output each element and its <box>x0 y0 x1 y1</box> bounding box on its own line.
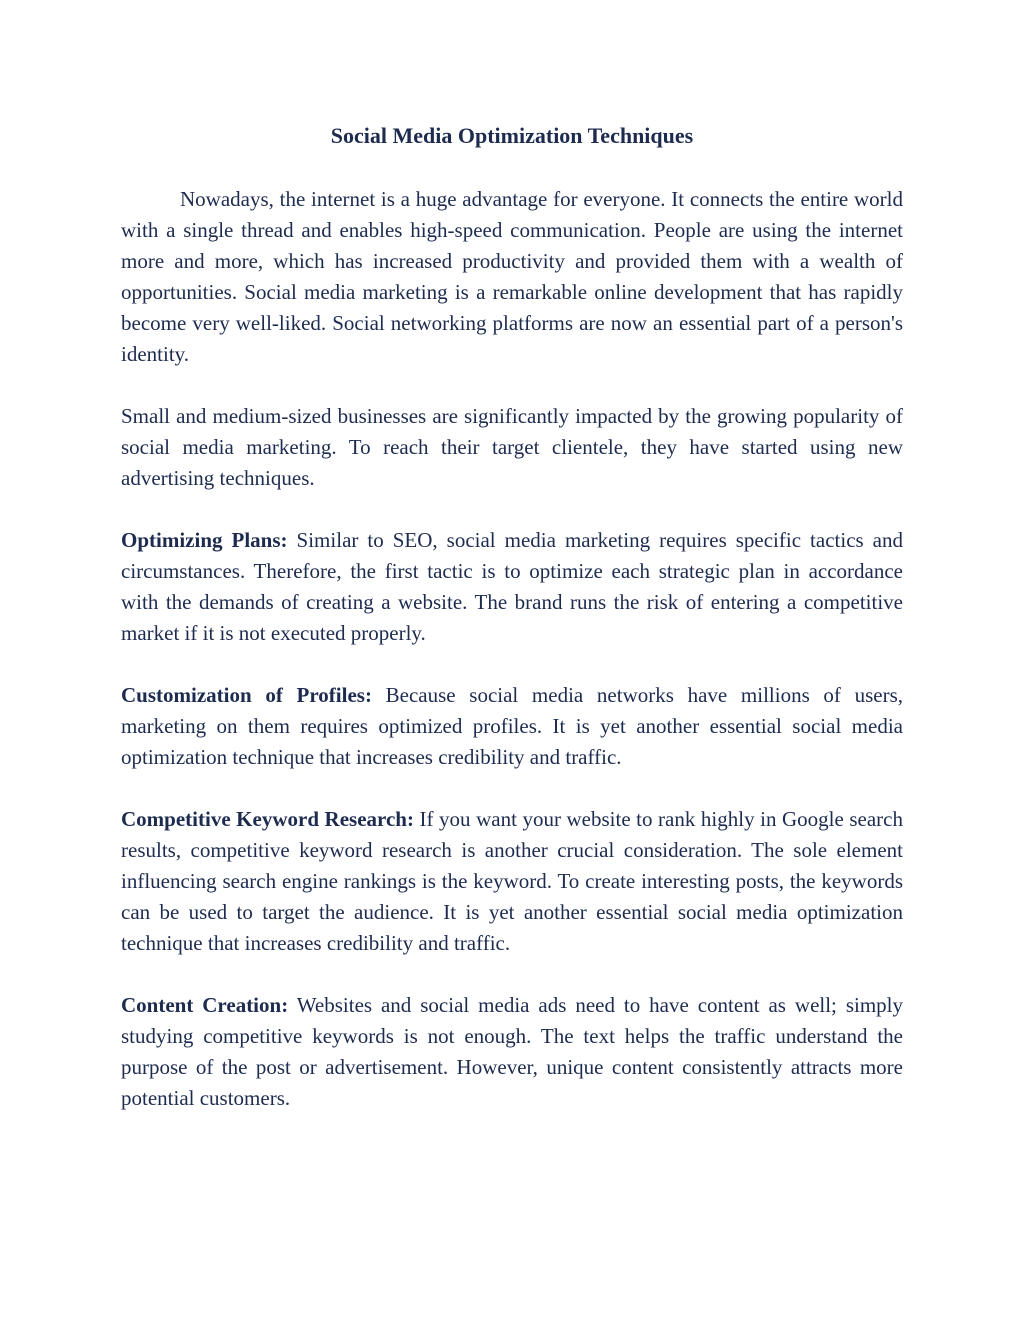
section-label: Customization of Profiles: <box>121 683 372 707</box>
section-competitive-keyword-research <box>121 804 903 959</box>
section-optimizing-plans <box>121 525 903 649</box>
section-label: Competitive Keyword Research: <box>121 807 414 831</box>
intro-paragraph: Nowadays, the internet is a huge advantage for everyone. It connects the entire world with a single thread and enables high-speed communication. People are using the internet more and more, which has increased productivity and provided them with a wealth of opportunities. Social media marketing is a remarkable online development that has rapidly become very well-liked. Social networking platforms are now an essential part of a person's identity. <box>121 187 903 366</box>
document-title: Social Media Optimization Techniques <box>330 123 694 148</box>
section-text: Similar to SEO, social media marketing requires specific tactics and circumstances. Therefore, the first tactic is to optimize each strategic plan in accordance with the demands of creating a website. The brand runs the risk of entering a competitive market if it is not executed properly. <box>121 528 904 645</box>
section-content-creation <box>121 990 903 1114</box>
section-text: Because social media networks have millions of users, marketing on them requires optimized profiles. It is yet another essential social media optimization technique that increases credibility and traffic. <box>121 683 904 769</box>
document-content <box>121 118 903 1114</box>
section-label: Content Creation: <box>121 993 289 1017</box>
section-label: Optimizing Plans: <box>121 528 288 552</box>
impact-paragraph: Small and medium-sized businesses are significantly impacted by the growing popularity of social media marketing. To reach their target clientele, they have started using new advertising techniques. <box>121 404 903 490</box>
section-customization-of-profiles <box>121 680 903 773</box>
section-text: If you want your website to rank highly in Google search results, competitive keyword research is another crucial consideration. The sole element influencing search engine rankings is the keyword. To create interesting posts, the keywords can be used to target the audience. It is yet another essential social media optimization technique that increases credibility and traffic. <box>121 807 903 955</box>
section-text: Websites and social media ads need to have content as well; simply studying competitive keywords is not enough. The text helps the traffic understand the purpose of the post or advertisement. However, unique content consistently attracts more potential customers. <box>121 993 904 1110</box>
